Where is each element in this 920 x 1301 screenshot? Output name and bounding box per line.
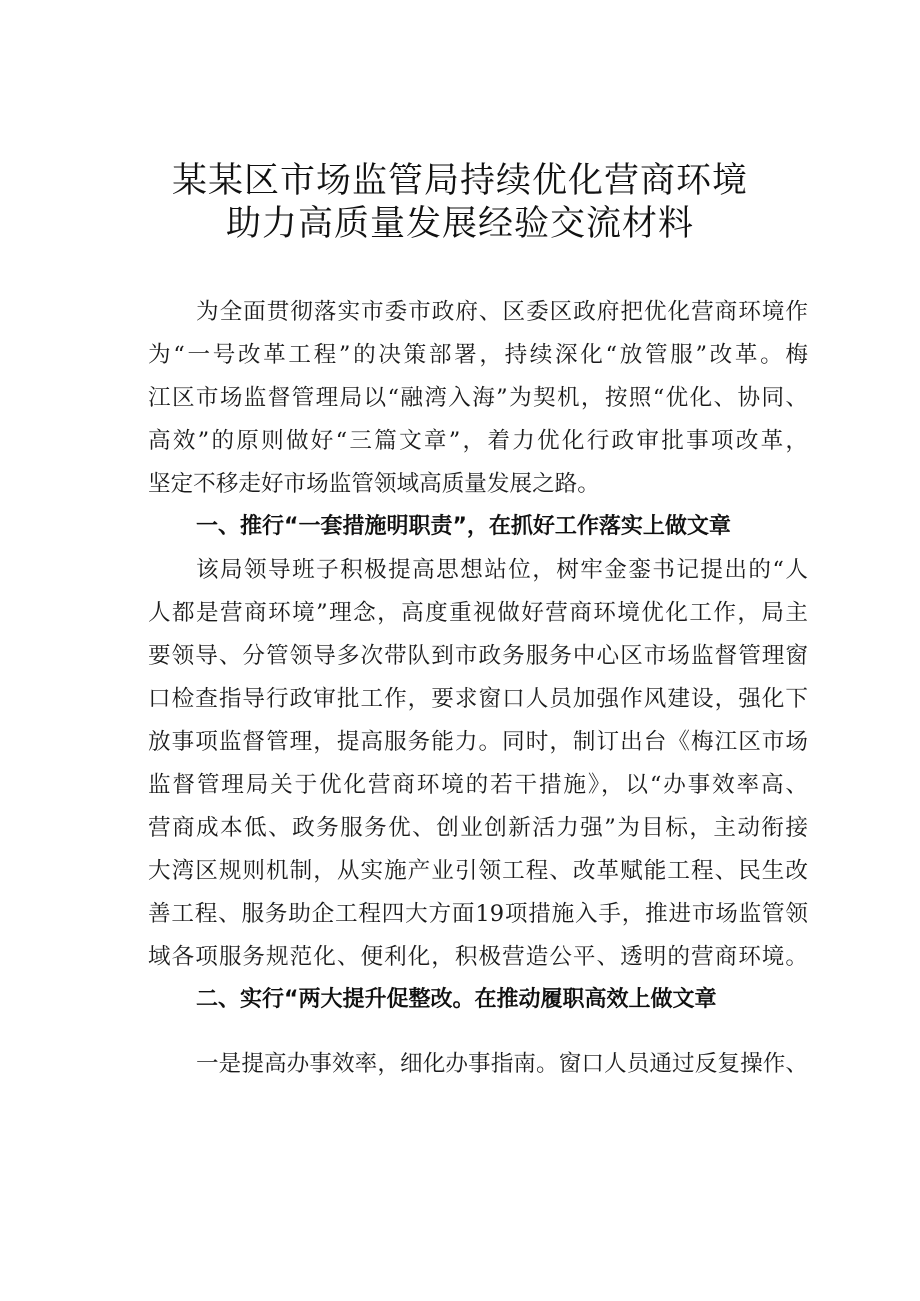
intro-line: 为全面贯彻落实市委市政府、区委区政府把优化营商环境作 bbox=[196, 299, 808, 325]
section1-line: 口检查指导行政审批工作，要求窗口人员加强作风建设，强化下 bbox=[148, 686, 808, 712]
section-heading-2: 二、实行“两大提升促整改。在推动履职高效上做文章 bbox=[196, 987, 717, 1012]
intro-line: 为“一号改革工程”的决策部署，持续深化“放管服”改革。梅 bbox=[148, 342, 808, 368]
section1-line: 人都是营商环境”理念，高度重视做好营商环境优化工作，局主 bbox=[148, 600, 808, 626]
section1-line: 要领导、分管领导多次带队到市政务服务中心区市场监督管理窗 bbox=[148, 643, 808, 669]
section-heading-1: 一、推行“一套措施明职责”，在抓好工作落实上做文章 bbox=[196, 514, 731, 539]
section1-line: 该局领导班子积极提高思想站位，树牢金銮书记提出的“人 bbox=[196, 557, 808, 583]
section1-line: 营商成本低、政务服务优、创业创新活力强”为目标，主动衔接 bbox=[148, 815, 808, 841]
document-title-line-1: 某某区市场监管局持续优化营商环境 bbox=[171, 161, 748, 201]
document-title-line-2: 助力高质量发展经验交流材料 bbox=[225, 204, 694, 244]
section1-line: 域各项服务规范化、便利化，积极营造公平、透明的营商环境。 bbox=[148, 944, 808, 970]
intro-line: 坚定不移走好市场监管领域高质量发展之路。 bbox=[148, 471, 600, 497]
section1-line: 监督管理局关于优化营商环境的若干措施》，以“办事效率高、 bbox=[148, 772, 808, 798]
intro-line: 高效”的原则做好“三篇文章”，着力优化行政审批事项改革， bbox=[148, 428, 808, 454]
section1-line: 善工程、服务助企工程四大方面19项措施入手，推进市场监管领 bbox=[148, 901, 808, 927]
section2-line: 一是提高办事效率，细化办事指南。窗口人员通过反复操作、 bbox=[196, 1051, 808, 1077]
intro-line: 江区市场监督管理局以“融湾入海”为契机，按照“优化、协同、 bbox=[148, 385, 808, 411]
section1-line: 大湾区规则机制，从实施产业引领工程、改革赋能工程、民生改 bbox=[148, 858, 808, 884]
section1-line: 放事项监督管理，提高服务能力。同时，制订出台《梅江区市场 bbox=[148, 729, 808, 755]
